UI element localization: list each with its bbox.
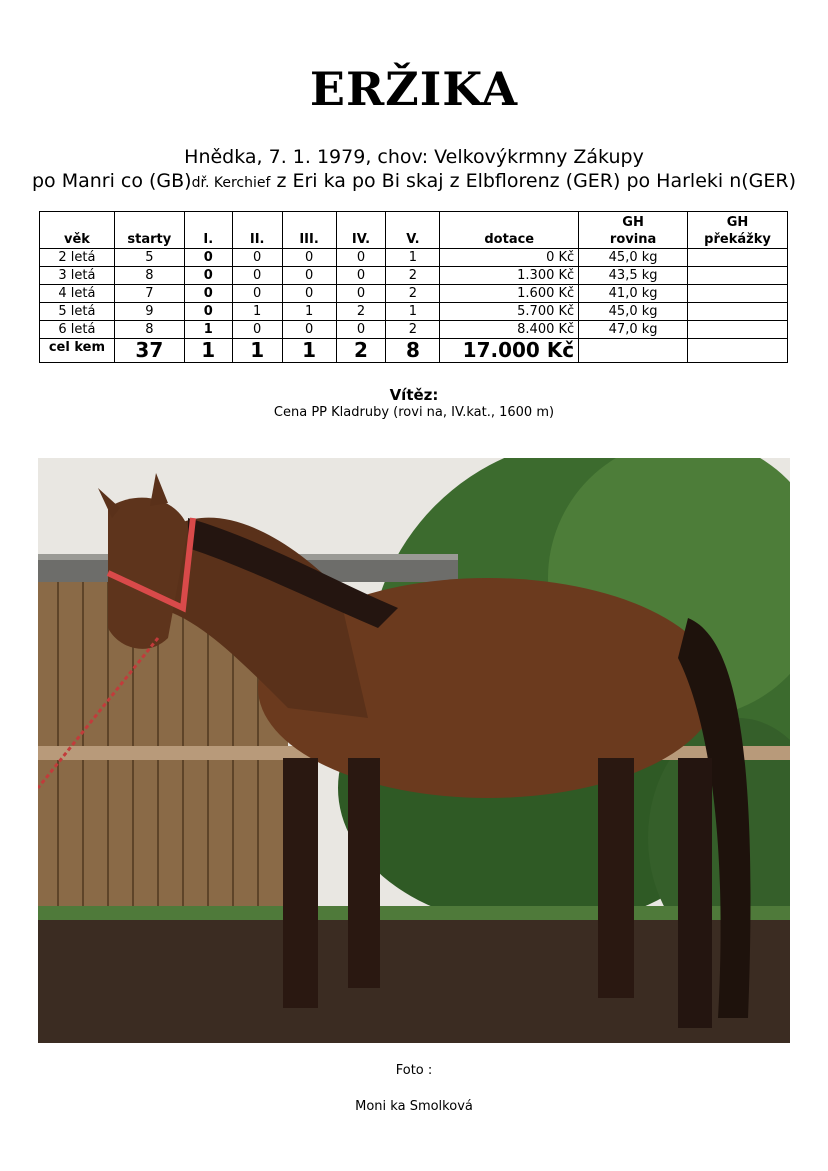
table-cell-starts: 8 [114,267,184,285]
table-cell-p5: 2 [386,285,440,303]
table-cell-p3: 1 [282,303,336,321]
table-cell-p4: 0 [336,249,386,267]
table-cell-p2: 0 [232,267,282,285]
total-cell-jump [688,339,788,363]
table-cell-p3: 0 [282,321,336,339]
table-header-cell: IV. [336,212,386,249]
total-cell-flat [579,339,688,363]
table-cell-prize: 1.300 Kč [440,267,579,285]
table-cell-age: 4 letá [40,285,115,303]
table-header-cell: věk [40,212,115,249]
table-cell-jump [688,249,788,267]
table-header-cell: V. [386,212,440,249]
pedigree-line [0,170,828,192]
table-cell-starts: 8 [114,321,184,339]
table-cell-starts: 7 [114,285,184,303]
dam-text: z Eri ka po Bi skaj z Elbflorenz (GER) po Harleki n(GER) [270,170,797,192]
table-row [40,285,788,303]
table-cell-flat: 43,5 kg [579,267,688,285]
winner-heading: Vítěz: [389,386,439,404]
race-stats-table [39,211,788,363]
table-cell-age: 6 letá [40,321,115,339]
table-cell-age: 2 letá [40,249,115,267]
table-cell-p5: 1 [386,303,440,321]
total-cell-starts: 37 [114,339,184,363]
table-row [40,267,788,285]
total-cell-p5: 8 [386,339,440,363]
table-row [40,249,788,267]
total-cell-label: cel kem [40,339,115,363]
horse-photo [38,458,790,1043]
table-header-row [40,212,788,249]
table-cell-p4: 0 [336,321,386,339]
sire-breeder-text: dř. Kerchief [191,175,271,191]
total-cell-p3: 1 [282,339,336,363]
table-cell-p5: 2 [386,267,440,285]
table-cell-p1: 0 [184,249,232,267]
table-cell-flat: 45,0 kg [579,249,688,267]
table-cell-p3: 0 [282,267,336,285]
table-cell-p4: 2 [336,303,386,321]
table-cell-prize: 1.600 Kč [440,285,579,303]
horse-name-title: ERŽIKA [309,62,519,116]
table-cell-prize: 5.700 Kč [440,303,579,321]
table-cell-p4: 0 [336,267,386,285]
table-cell-p1: 0 [184,285,232,303]
table-cell-p1: 0 [184,267,232,285]
table-cell-p4: 0 [336,285,386,303]
table-cell-p5: 2 [386,321,440,339]
total-cell-prize: 17.000 Kč [440,339,579,363]
table-cell-p2: 0 [232,321,282,339]
table-header-cell: GH rovina [579,212,688,249]
table-row [40,321,788,339]
table-header-cell: GH překážky [688,212,788,249]
table-header-cell: dotace [440,212,579,249]
photo-credit-label: Foto : [395,1063,433,1078]
table-header-cell: III. [282,212,336,249]
winner-race: Cena PP Kladruby (rovi na, IV.kat., 1600 m) [273,405,555,420]
table-cell-p3: 0 [282,285,336,303]
total-cell-p4: 2 [336,339,386,363]
table-cell-age: 5 letá [40,303,115,321]
table-cell-p1: 0 [184,303,232,321]
table-cell-flat: 47,0 kg [579,321,688,339]
table-cell-p5: 1 [386,249,440,267]
table-cell-starts: 9 [114,303,184,321]
table-cell-starts: 5 [114,249,184,267]
photo-credit-author: Moni ka Smolková [355,1099,473,1114]
table-cell-age: 3 letá [40,267,115,285]
table-cell-p2: 1 [232,303,282,321]
total-cell-p2: 1 [232,339,282,363]
table-cell-p2: 0 [232,249,282,267]
table-cell-flat: 41,0 kg [579,285,688,303]
table-cell-jump [688,321,788,339]
sire-text: po Manri co (GB) [31,170,192,192]
table-cell-p2: 0 [232,285,282,303]
table-row [40,303,788,321]
table-total-row [40,339,788,363]
horse-info-line: Hnědka, 7. 1. 1979, chov: Velkovýkrmny Zákupy [184,146,644,168]
table-cell-prize: 8.400 Kč [440,321,579,339]
table-cell-flat: 45,0 kg [579,303,688,321]
table-header-cell: starty [114,212,184,249]
table-cell-jump [688,285,788,303]
total-cell-p1: 1 [184,339,232,363]
table-cell-p1: 1 [184,321,232,339]
table-header-cell: I. [184,212,232,249]
table-cell-prize: 0 Kč [440,249,579,267]
table-header-cell: II. [232,212,282,249]
table-cell-jump [688,303,788,321]
table-cell-jump [688,267,788,285]
table-cell-p3: 0 [282,249,336,267]
